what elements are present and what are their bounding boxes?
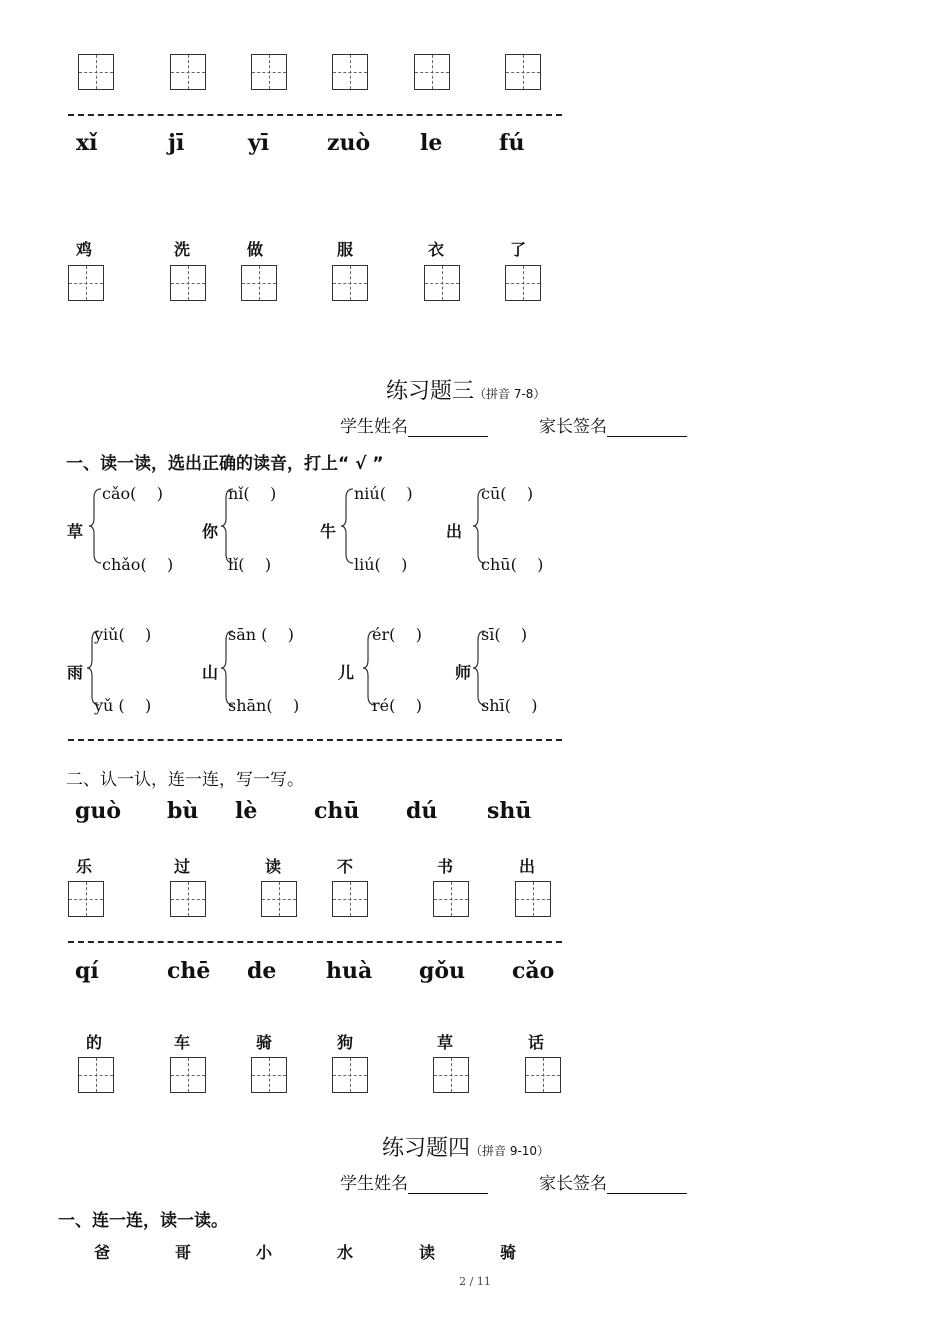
writing-box[interactable] <box>505 54 541 90</box>
pinyin: chū <box>314 798 360 824</box>
part1-instruction: 一、读一读，选出正确的读音，打上“ √ ” <box>66 454 384 474</box>
writing-box[interactable] <box>170 54 206 90</box>
student-name-label: 学生姓名 <box>340 1174 408 1194</box>
exercise-subtitle: （拼音 9-10） <box>470 1144 550 1158</box>
writing-box[interactable] <box>332 1057 368 1093</box>
student-name-field[interactable] <box>340 1169 488 1194</box>
hanzi-label: 的 <box>86 1033 103 1052</box>
pinyin: zuò <box>327 130 371 156</box>
dashed-divider <box>68 114 562 116</box>
pinyin-option[interactable]: ré( ) <box>372 696 422 715</box>
hanzi-label: 出 <box>519 857 536 876</box>
page-number: 2 / 11 <box>459 1275 491 1288</box>
hanzi-label: 读 <box>419 1243 436 1262</box>
pinyin: xǐ <box>76 130 98 156</box>
pinyin: dú <box>406 798 438 824</box>
pinyin-option[interactable]: sī( ) <box>481 625 528 644</box>
pinyin-option[interactable]: yǔ ( ) <box>94 696 152 715</box>
writing-box[interactable] <box>505 265 541 301</box>
parent-sign-field[interactable] <box>539 1169 687 1194</box>
choice-char: 山 <box>202 663 219 682</box>
hanzi-label: 乐 <box>76 857 93 876</box>
hanzi-label: 不 <box>337 857 354 876</box>
hanzi-label: 狗 <box>337 1033 354 1052</box>
pinyin-option[interactable]: cū( ) <box>481 484 534 503</box>
hanzi-label: 衣 <box>428 240 445 259</box>
hanzi-label: 话 <box>528 1033 545 1052</box>
dashed-divider <box>68 941 562 943</box>
parent-sign-label: 家长签名 <box>539 1174 607 1194</box>
pinyin: chē <box>167 958 211 984</box>
writing-box[interactable] <box>170 881 206 917</box>
writing-box[interactable] <box>515 881 551 917</box>
choice-char: 草 <box>67 522 84 541</box>
part1-instruction: 一、连一连，读一读。 <box>58 1211 228 1231</box>
student-name-field[interactable] <box>340 412 488 437</box>
pinyin-option[interactable]: niú( ) <box>354 484 413 503</box>
hanzi-label: 洗 <box>174 240 191 259</box>
exercise-title-text: 练习题四 <box>382 1136 471 1161</box>
hanzi-label: 做 <box>247 240 264 259</box>
pinyin-option[interactable]: shān( ) <box>228 696 300 715</box>
dashed-divider <box>68 739 562 741</box>
hanzi-label: 爸 <box>94 1243 111 1262</box>
pinyin: jī <box>168 130 185 156</box>
pinyin-option[interactable]: nǐ( ) <box>228 484 277 503</box>
writing-box[interactable] <box>433 1057 469 1093</box>
writing-box[interactable] <box>241 265 277 301</box>
pinyin: bù <box>167 798 199 824</box>
parent-sign-line[interactable] <box>607 1177 687 1194</box>
pinyin: fú <box>499 130 525 156</box>
writing-box[interactable] <box>170 1057 206 1093</box>
pinyin: cǎo <box>512 958 555 984</box>
pinyin-option[interactable]: lǐ( ) <box>228 555 272 574</box>
brace-icon <box>340 488 354 564</box>
choice-char: 出 <box>446 522 463 541</box>
writing-box[interactable] <box>332 881 368 917</box>
writing-box[interactable] <box>433 881 469 917</box>
hanzi-label: 车 <box>174 1033 191 1052</box>
exercise-title <box>386 374 545 405</box>
pinyin-option[interactable]: chū( ) <box>481 555 544 574</box>
hanzi-label: 水 <box>337 1243 354 1262</box>
pinyin: qí <box>75 958 99 984</box>
hanzi-label: 哥 <box>175 1243 192 1262</box>
writing-box[interactable] <box>414 54 450 90</box>
parent-sign-line[interactable] <box>607 420 687 437</box>
writing-box[interactable] <box>78 1057 114 1093</box>
hanzi-label: 骑 <box>256 1033 273 1052</box>
pinyin-option[interactable]: yiǔ( ) <box>94 625 152 644</box>
hanzi-label: 服 <box>337 240 354 259</box>
pinyin: huà <box>326 958 373 984</box>
writing-box[interactable] <box>78 54 114 90</box>
hanzi-label: 了 <box>510 240 527 259</box>
student-name-line[interactable] <box>408 420 488 437</box>
parent-sign-label: 家长签名 <box>539 417 607 437</box>
writing-box[interactable] <box>251 1057 287 1093</box>
exercise-title-text: 练习题三 <box>386 379 475 404</box>
brace-icon <box>88 488 102 564</box>
writing-box[interactable] <box>424 265 460 301</box>
choice-char: 师 <box>455 663 472 682</box>
hanzi-label: 过 <box>174 857 191 876</box>
hanzi-label: 书 <box>437 857 454 876</box>
exercise-subtitle: （拼音 7-8） <box>474 387 546 401</box>
pinyin: shū <box>487 798 532 824</box>
pinyin-option[interactable]: sān ( ) <box>228 625 294 644</box>
writing-box[interactable] <box>332 265 368 301</box>
choice-char: 儿 <box>338 663 355 682</box>
writing-box[interactable] <box>68 881 104 917</box>
pinyin-option[interactable]: liú( ) <box>354 555 408 574</box>
pinyin: yī <box>248 130 270 156</box>
hanzi-label: 读 <box>265 857 282 876</box>
pinyin: lè <box>235 798 258 824</box>
hanzi-label: 鸡 <box>76 240 93 259</box>
writing-box[interactable] <box>332 54 368 90</box>
part2-instruction: 二、认一认，连一连，写一写。 <box>66 770 304 790</box>
choice-char: 你 <box>202 522 219 541</box>
exercise-title <box>382 1131 549 1162</box>
parent-sign-field[interactable] <box>539 412 687 437</box>
writing-box[interactable] <box>525 1057 561 1093</box>
hanzi-label: 草 <box>437 1033 454 1052</box>
writing-box[interactable] <box>251 54 287 90</box>
pinyin: le <box>420 130 443 156</box>
pinyin-option[interactable]: cǎo( ) <box>102 484 163 503</box>
writing-box[interactable] <box>170 265 206 301</box>
choice-char: 牛 <box>320 522 337 541</box>
writing-box[interactable] <box>68 265 104 301</box>
pinyin: guò <box>75 798 122 824</box>
hanzi-label: 骑 <box>500 1243 517 1262</box>
student-name-label: 学生姓名 <box>340 417 408 437</box>
choice-char: 雨 <box>67 663 84 682</box>
pinyin-option[interactable]: shī( ) <box>481 696 538 715</box>
pinyin: de <box>247 958 277 984</box>
pinyin-option[interactable]: ér( ) <box>372 625 422 644</box>
hanzi-label: 小 <box>256 1243 273 1262</box>
writing-box[interactable] <box>261 881 297 917</box>
pinyin: gǒu <box>419 958 466 984</box>
pinyin-option[interactable]: chǎo( ) <box>102 555 174 574</box>
student-name-line[interactable] <box>408 1177 488 1194</box>
